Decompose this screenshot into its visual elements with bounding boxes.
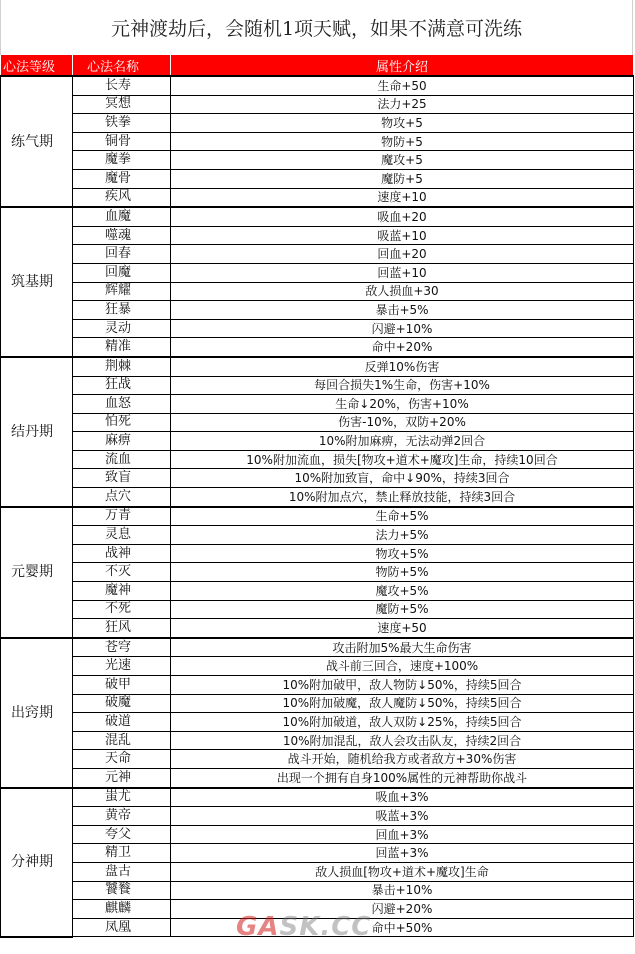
skill-attr-cell: 回血+20 (171, 245, 634, 264)
table-row (1, 114, 634, 133)
skill-name-cell: 灵动 (73, 319, 171, 338)
skill-name-cell: 蚩尤 (73, 788, 171, 807)
table-row (1, 76, 634, 95)
skill-name-cell: 混乱 (73, 731, 171, 750)
table-row (1, 263, 634, 282)
skill-attr-cell: 回血+3% (171, 825, 634, 844)
skill-name-cell: 怕死 (73, 413, 171, 432)
skill-attr-cell: 10%附加破道，敌人双防↓25%，持续5回合 (171, 713, 634, 732)
skill-attr-cell: 魔防+5% (171, 600, 634, 619)
skill-name-cell: 灵息 (73, 526, 171, 545)
level-cell: 结丹期 (1, 357, 73, 507)
skill-name-cell: 回魔 (73, 263, 171, 282)
skill-name-cell: 元神 (73, 768, 171, 787)
skill-attr-cell: 魔攻+5 (171, 151, 634, 170)
skill-attr-cell: 伤害-10%，双防+20% (171, 413, 634, 432)
skill-attr-cell: 法力+5% (171, 526, 634, 545)
table-row (1, 357, 634, 376)
table-row (1, 432, 634, 451)
skill-name-cell: 精准 (73, 338, 171, 357)
skill-attr-cell: 魔攻+5% (171, 582, 634, 601)
table-row (1, 807, 634, 826)
table-row (1, 582, 634, 601)
table-row (1, 207, 634, 226)
table-row (1, 226, 634, 245)
skill-name-cell: 魔拳 (73, 151, 171, 170)
table-row (1, 413, 634, 432)
table-row (1, 95, 634, 114)
skill-attr-cell: 物防+5 (171, 132, 634, 151)
skill-name-cell: 盘古 (73, 862, 171, 881)
skill-name-cell: 凤凰 (73, 918, 171, 937)
table-row (1, 169, 634, 188)
skill-attr-cell: 命中+50% (171, 918, 634, 937)
skill-attr-cell: 10%附加点穴，禁止释放技能，持续3回合 (171, 488, 634, 507)
table-row (1, 319, 634, 338)
header-name: 心法名称 (73, 55, 171, 76)
table-row (1, 188, 634, 207)
skill-attr-cell: 暴击+5% (171, 301, 634, 320)
skill-attr-cell: 回蓝+10 (171, 263, 634, 282)
header-level: 心法等级 (1, 55, 73, 76)
skill-attr-cell: 每回合损失1%生命，伤害+10% (171, 376, 634, 395)
table-row (1, 563, 634, 582)
skill-attr-cell: 生命↓20%，伤害+10% (171, 395, 634, 414)
skill-name-cell: 麒麟 (73, 900, 171, 919)
skill-name-cell: 天命 (73, 750, 171, 769)
skill-name-cell: 不死 (73, 600, 171, 619)
skill-attr-cell: 战斗前三回合，速度+100% (171, 657, 634, 676)
table-row (1, 918, 634, 937)
skill-name-cell: 魔神 (73, 582, 171, 601)
skill-name-cell: 铜骨 (73, 132, 171, 151)
skill-attr-cell: 攻击附加5%最大生命伤害 (171, 638, 634, 657)
skill-name-cell: 破甲 (73, 676, 171, 695)
skill-attr-cell: 速度+10 (171, 188, 634, 207)
skill-name-cell: 血魔 (73, 207, 171, 226)
skill-attr-cell: 暴击+10% (171, 881, 634, 900)
skill-name-cell: 点穴 (73, 488, 171, 507)
skill-attr-cell: 战斗开始，随机给我方或者敌方+30%伤害 (171, 750, 634, 769)
table-row (1, 526, 634, 545)
skill-name-cell: 流血 (73, 450, 171, 469)
skill-attr-cell: 魔防+5 (171, 169, 634, 188)
skill-attr-cell: 10%附加混乱，敌人会攻击队友，持续2回合 (171, 731, 634, 750)
table-row (1, 301, 634, 320)
table-row (1, 488, 634, 507)
skill-name-cell: 战神 (73, 544, 171, 563)
skill-name-cell: 辉耀 (73, 282, 171, 301)
skill-attr-cell: 生命+5% (171, 507, 634, 526)
table-row (1, 768, 634, 787)
skill-attr-cell: 吸蓝+3% (171, 807, 634, 826)
skill-name-cell: 麻痹 (73, 432, 171, 451)
skill-name-cell: 饕餮 (73, 881, 171, 900)
skill-attr-cell: 敌人损血+30 (171, 282, 634, 301)
table-row (1, 600, 634, 619)
table-row (1, 750, 634, 769)
skill-name-cell: 苍穹 (73, 638, 171, 657)
table-row (1, 151, 634, 170)
skill-attr-cell: 吸血+3% (171, 788, 634, 807)
level-cell: 练气期 (1, 76, 73, 207)
table-row (1, 844, 634, 863)
skill-attr-cell: 命中+20% (171, 338, 634, 357)
table-row (1, 544, 634, 563)
skill-attr-cell: 出现一个拥有自身100%属性的元神帮助你战斗 (171, 768, 634, 787)
table-row (1, 282, 634, 301)
skill-name-cell: 冥想 (73, 95, 171, 114)
skill-name-cell: 狂风 (73, 619, 171, 638)
level-cell: 元婴期 (1, 507, 73, 638)
table-row (1, 450, 634, 469)
table-row (1, 881, 634, 900)
table-row (1, 638, 634, 657)
skill-name-cell: 铁拳 (73, 114, 171, 133)
level-cell: 分神期 (1, 788, 73, 937)
skill-attr-cell: 回蓝+3% (171, 844, 634, 863)
skill-attr-cell: 10%附加破魔，敌人魔防↓50%，持续5回合 (171, 694, 634, 713)
skill-name-cell: 血怒 (73, 395, 171, 414)
skill-name-cell: 黄帝 (73, 807, 171, 826)
skill-name-cell: 破魔 (73, 694, 171, 713)
skill-name-cell: 不灭 (73, 563, 171, 582)
skill-attr-cell: 物防+5% (171, 563, 634, 582)
skill-attr-cell: 生命+50 (171, 76, 634, 95)
table-row (1, 132, 634, 151)
watermark-part2: SK.CC (279, 912, 372, 942)
skill-attr-cell: 速度+50 (171, 619, 634, 638)
table-row (1, 376, 634, 395)
table-row (1, 245, 634, 264)
skill-attr-cell: 物攻+5 (171, 114, 634, 133)
skill-attr-cell: 反弹10%伤害 (171, 357, 634, 376)
skill-name-cell: 噬魂 (73, 226, 171, 245)
skill-attr-cell: 法力+25 (171, 95, 634, 114)
skill-name-cell: 荆棘 (73, 357, 171, 376)
table-row (1, 338, 634, 357)
skill-name-cell: 万青 (73, 507, 171, 526)
skill-attr-cell: 闪避+20% (171, 900, 634, 919)
table-row (1, 900, 634, 919)
table-row (1, 619, 634, 638)
skill-name-cell: 长寿 (73, 76, 171, 95)
table-header-row (1, 55, 634, 76)
skill-name-cell: 破道 (73, 713, 171, 732)
skill-name-cell: 狂暴 (73, 301, 171, 320)
skill-name-cell: 光速 (73, 657, 171, 676)
table-row (1, 694, 634, 713)
skill-name-cell: 狂战 (73, 376, 171, 395)
skill-attr-cell: 吸蓝+10 (171, 226, 634, 245)
table-row (1, 713, 634, 732)
talent-table (0, 55, 634, 938)
skill-attr-cell: 10%附加流血，损失[物攻+道术+魔攻]生命，持续10回合 (171, 450, 634, 469)
skill-attr-cell: 10%附加致盲，命中↓90%，持续3回合 (171, 469, 634, 488)
table-row (1, 731, 634, 750)
skill-attr-cell: 10%附加麻痹，无法动弹2回合 (171, 432, 634, 451)
table-row (1, 676, 634, 695)
table-row (1, 657, 634, 676)
table-row (1, 507, 634, 526)
skill-name-cell: 魔骨 (73, 169, 171, 188)
table-row (1, 862, 634, 881)
skill-name-cell: 夸父 (73, 825, 171, 844)
table-body (1, 76, 634, 937)
table-row (1, 825, 634, 844)
skill-name-cell: 疾风 (73, 188, 171, 207)
level-cell: 出窍期 (1, 638, 73, 788)
skill-name-cell: 精卫 (73, 844, 171, 863)
level-cell: 筑基期 (1, 207, 73, 357)
skill-name-cell: 致盲 (73, 469, 171, 488)
skill-attr-cell: 敌人损血[物攻+道术+魔攻]生命 (171, 862, 634, 881)
table-row (1, 469, 634, 488)
skill-attr-cell: 吸血+20 (171, 207, 634, 226)
skill-attr-cell: 10%附加破甲，敌人物防↓50%，持续5回合 (171, 676, 634, 695)
header-attr: 属性介绍 (171, 55, 634, 76)
table-row (1, 395, 634, 414)
watermark-part1: GA (236, 912, 280, 942)
skill-name-cell: 回春 (73, 245, 171, 264)
table-row (1, 788, 634, 807)
skill-attr-cell: 物攻+5% (171, 544, 634, 563)
page-title: 元神渡劫后，会随机1项天赋，如果不满意可洗练 (0, 0, 633, 55)
skill-attr-cell: 闪避+10% (171, 319, 634, 338)
